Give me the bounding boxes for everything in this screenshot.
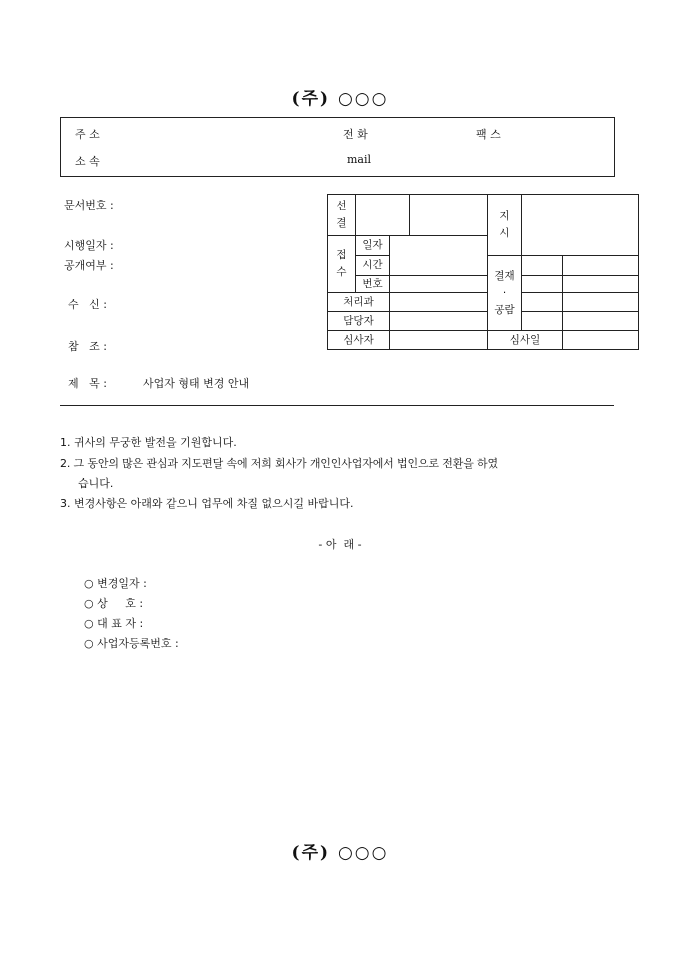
cell-g8 — [563, 312, 639, 331]
fax-label: 팩 스 — [476, 128, 501, 141]
phone-label: 전 화 — [343, 128, 368, 141]
exec-date-label: 시행일자 : — [64, 239, 114, 252]
cell-g4 — [563, 276, 639, 293]
cell-simsail: 심사일 — [488, 331, 563, 350]
subject-label: 제 목 : — [68, 377, 107, 390]
cell-blank-2 — [410, 195, 488, 236]
cell-g6 — [563, 293, 639, 312]
cell-g2 — [563, 256, 639, 276]
item-company-name: ○ 상 호 : — [84, 597, 144, 610]
cell-sigan: 시간 — [356, 256, 390, 276]
paragraph-2-line-1: 2. 그 동안의 많은 관심과 지도편달 속에 저희 회사가 개인인사업자에서 법인으로 전환을 하였 — [60, 457, 498, 470]
department-label: 소 속 — [75, 155, 100, 168]
cell-jisi: 지 시 — [488, 195, 522, 256]
divider-line — [60, 405, 614, 406]
item-business-reg-number: ○ 사업자등록번호 : — [84, 637, 179, 650]
cell-g7 — [522, 312, 563, 331]
cell-jeopsu: 접 수 — [328, 236, 356, 293]
cell-g1 — [522, 256, 563, 276]
cell-seongyeol: 선 결 — [328, 195, 356, 236]
doc-number-label: 문서번호 : — [64, 199, 114, 212]
cell-blank-1 — [356, 195, 410, 236]
reference-label: 참 조 : — [68, 340, 107, 353]
company-title: (주) ○○○ — [291, 89, 389, 109]
cell-simsail-blank — [563, 331, 639, 350]
below-heading: - 아 래 - — [318, 538, 362, 551]
cell-beonho: 번호 — [356, 276, 390, 293]
paragraph-1: 1. 귀사의 무궁한 발전을 기원합니다. — [60, 436, 237, 449]
cell-jisi-blank — [522, 195, 639, 256]
item-representative: ○ 대 표 자 : — [84, 617, 144, 630]
cell-g5 — [522, 293, 563, 312]
disclosure-label: 공개여부 : — [64, 259, 114, 272]
cell-ilja: 일자 — [356, 236, 390, 256]
paragraph-2-line-2: 습니다. — [78, 477, 114, 490]
contact-box — [60, 117, 615, 177]
cell-cheorigwa: 처리과 — [328, 293, 390, 312]
cell-cheorigwa-blank — [390, 293, 488, 312]
paragraph-3: 3. 변경사항은 아래와 같으니 업무에 차질 없으시길 바랍니다. — [60, 497, 354, 510]
mail-label: mail — [347, 153, 372, 166]
approval-table — [327, 194, 639, 350]
recipient-label: 수 신 : — [68, 298, 107, 311]
item-change-date: ○ 변경일자 : — [84, 577, 147, 590]
cell-damdangja-blank — [390, 312, 488, 331]
cell-beonho-blank — [390, 276, 488, 293]
company-footer: (주) ○○○ — [291, 843, 389, 863]
cell-simsaja-blank — [390, 331, 488, 350]
address-label: 주 소 — [75, 128, 100, 141]
cell-simsaja: 심사자 — [328, 331, 390, 350]
cell-g3 — [522, 276, 563, 293]
cell-damdangja: 담당자 — [328, 312, 390, 331]
cell-ilja-blank — [390, 236, 488, 276]
subject-value: 사업자 형태 변경 안내 — [143, 377, 250, 390]
cell-gyeoljae: 결재 · 공람 — [488, 256, 522, 331]
